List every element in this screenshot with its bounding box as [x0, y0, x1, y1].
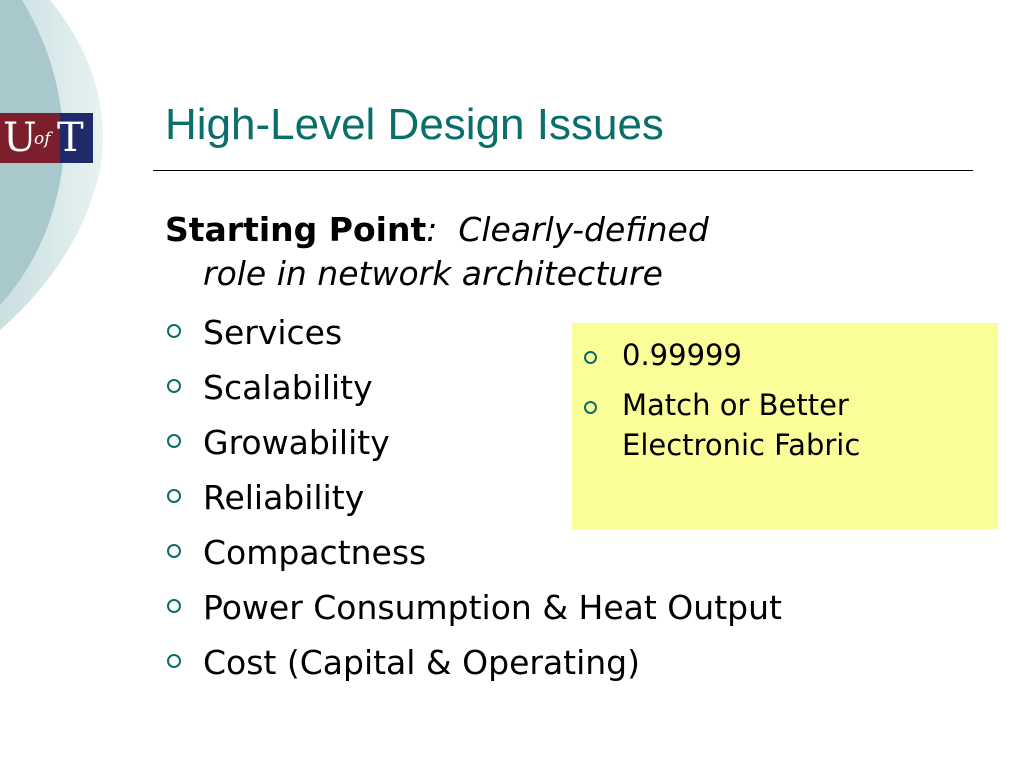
- starting-point-statement: [165, 208, 865, 296]
- list-item-label: Scalability: [203, 368, 373, 407]
- bullet-icon: [167, 324, 181, 338]
- slide-title: High-Level Design Issues: [165, 100, 664, 149]
- university-logo: [0, 113, 93, 163]
- starting-point-line2: role in network architecture: [203, 254, 663, 293]
- list-item-label: Growability: [203, 423, 390, 462]
- logo-letter-u: U: [3, 115, 37, 161]
- starting-point-line1: Clearly-defined: [458, 210, 709, 249]
- note-list: [584, 335, 942, 475]
- bullet-icon: [584, 401, 597, 414]
- note-item: [584, 335, 942, 375]
- list-item-label: Compactness: [203, 533, 427, 572]
- list-item-label: Services: [203, 313, 343, 352]
- reliability-note-box: [572, 323, 998, 529]
- bullet-icon: [167, 379, 181, 393]
- starting-point-colon: :: [426, 210, 438, 249]
- note-item: [584, 385, 942, 465]
- decorative-arcs: [0, 0, 170, 340]
- bullet-icon: [584, 351, 597, 364]
- bullet-icon: [167, 654, 181, 668]
- list-item-label: Reliability: [203, 478, 365, 517]
- list-item-label: Cost (Capital & Operating): [203, 643, 641, 682]
- logo-letter-t: T: [57, 115, 84, 161]
- note-item-label: Match or Better Electronic Fabric: [622, 388, 861, 462]
- title-divider: [153, 170, 973, 171]
- bullet-icon: [167, 434, 181, 448]
- bullet-icon: [167, 544, 181, 558]
- bullet-icon: [167, 599, 181, 613]
- list-item: [165, 635, 782, 690]
- starting-point-keyword: Starting Point: [165, 210, 427, 249]
- bullet-icon: [167, 489, 181, 503]
- note-item-label: 0.99999: [622, 338, 742, 372]
- list-item-label: Power Consumption & Heat Output: [203, 588, 782, 627]
- list-item: [165, 525, 782, 580]
- list-item: [165, 580, 782, 635]
- logo-letter-of: of: [34, 129, 51, 149]
